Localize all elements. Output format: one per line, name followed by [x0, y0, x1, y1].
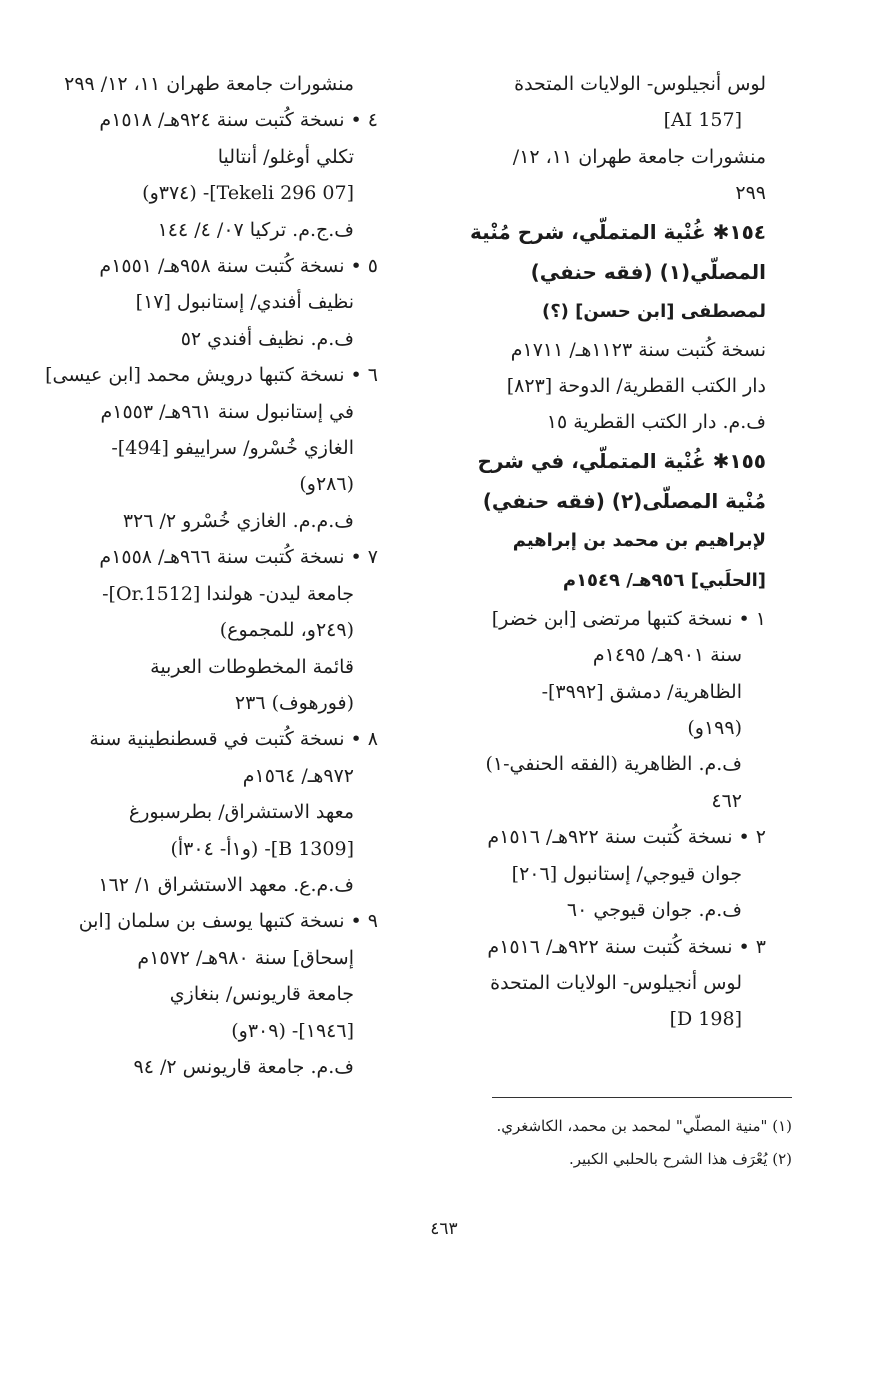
- left-column-line: الغازي خُسْرو/ سراييفو [494]-: [111, 437, 354, 460]
- page-number: ٤٦٣: [430, 1219, 458, 1239]
- left-column-line: ف.م. جامعة قاريونس ٢/ ٩٤: [133, 1055, 354, 1078]
- left-column-line: (٢٨٦و): [299, 473, 354, 496]
- left-column-line: تكلي أوغلو/ أنتاليا: [217, 145, 354, 168]
- right-column-line: ١٥٥✱ غُنْية المتملّي، في شرح: [477, 448, 766, 473]
- right-column-line: مُنْية المصلّى(٢) (فقه حنفي): [482, 488, 766, 513]
- left-column-line: [07 Tekeli 296]- (٣٧٤و): [142, 182, 354, 205]
- left-column-line: ٥ • نسخة كُتبت سنة ٩٥٨هـ/ ١٥٥١م: [99, 255, 378, 278]
- left-column-line: منشورات جامعة طهران ١١، ١٢/ ٢٩٩: [64, 73, 354, 95]
- right-column-line: لوس أنجيلوس- الولايات المتحدة: [490, 971, 742, 994]
- left-column-line: (٢٤٩و، للمجموع): [219, 619, 354, 642]
- left-column-line: نظيف أفندي/ إستانبول [١٧]: [135, 291, 354, 314]
- left-column-line: ف.م.م. الغازي خُسْرو ٢/ ٣٢٦: [122, 509, 354, 532]
- right-column: [466, 66, 766, 1038]
- footnote-2: (٢) يُعْرَف هذا الشرح بالحلبي الكبير.: [569, 1150, 792, 1168]
- left-column-line: في إستانبول سنة ٩٦١هـ/ ١٥٥٣م: [100, 400, 354, 423]
- right-column-line: لوس أنجيلوس- الولايات المتحدة: [514, 73, 766, 95]
- right-column-line: ف.م. الظاهرية (الفقه الحنفي-١): [485, 753, 742, 776]
- left-column-line: ف.م. نظيف أفندي ٥٢: [180, 327, 354, 350]
- right-column-line: لإبراهيم بن محمد بن إبراهيم: [512, 529, 766, 551]
- right-column-line: ف.م. دار الكتب القطرية ١٥: [546, 411, 766, 434]
- right-column-line: ٤٦٢: [711, 789, 742, 812]
- right-column-line: جوان قيوجي/ إستانبول [٢٠٦]: [511, 862, 742, 885]
- left-column-line: ٧ • نسخة كُتبت سنة ٩٦٦هـ/ ١٥٥٨م: [99, 546, 378, 569]
- left-column-line: إسحاق] سنة ٩٨٠هـ/ ١٥٧٢م: [137, 946, 354, 969]
- right-column-line: ٢٩٩: [735, 182, 766, 205]
- left-column-line: [١٩٤٦]- (٣٠٩و): [231, 1019, 354, 1042]
- right-column-line: [D 198]: [669, 1008, 742, 1031]
- left-column-line: ٤ • نسخة كُتبت سنة ٩٢٤هـ/ ١٥١٨م: [99, 109, 378, 132]
- right-column-line: لمصطفى [ابن حسن] (؟): [541, 300, 766, 322]
- left-column-line: ف.ج.م. تركيا ٠٧/ ٤/ ١٤٤: [157, 218, 354, 241]
- right-column-line: دار الكتب القطرية/ الدوحة [٨٢٣]: [506, 375, 766, 398]
- right-column-line: سنة ٩٠١هـ/ ١٤٩٥م: [592, 644, 742, 667]
- right-column-line: الظاهرية/ دمشق [٣٩٩٢]-: [541, 680, 742, 703]
- right-column-line: ف.م. جوان قيوجي ٦٠: [566, 899, 742, 922]
- left-column-line: قائمة المخطوطات العربية: [150, 655, 354, 678]
- left-column-line: ٩٧٢هـ/ ١٥٦٤م: [242, 764, 354, 787]
- left-column-line: [B 1309]- (و١أ- ٣٠٤أ): [170, 837, 354, 860]
- right-column-line: ١٥٤✱ غُنْية المتملّي، شرح مُنْية: [469, 219, 766, 244]
- left-column-line: ٨ • نسخة كُتبت في قسطنطينية سنة: [89, 728, 378, 751]
- right-column-line: ٣ • نسخة كُتبت سنة ٩٢٢هـ/ ١٥١٦م: [487, 935, 766, 958]
- right-column-line: ٢ • نسخة كُتبت سنة ٩٢٢هـ/ ١٥١٦م: [487, 826, 766, 849]
- left-column: [45, 66, 378, 1085]
- right-column-line: المصلّي(١) (فقه حنفي): [530, 259, 766, 284]
- right-column-line: نسخة كُتبت سنة ١١٢٣هـ/ ١٧١١م: [510, 338, 766, 361]
- right-column-line: [AI 157]: [663, 109, 742, 132]
- left-column-line: ٩ • نسخة كتبها يوسف بن سلمان [ابن: [78, 910, 378, 933]
- right-column-line: (١٩٩و): [687, 717, 742, 740]
- left-column-line: جامعة قاريونس/ بنغازي: [169, 983, 354, 1006]
- left-column-line: معهد الاستشراق/ بطرسبورغ: [128, 801, 354, 824]
- footnote-1: (١) "منية المصلّي" لمحمد بن محمد، الكاشغري.: [496, 1117, 792, 1135]
- left-column-line: ٦ • نسخة كتبها درويش محمد [ابن عيسى]: [45, 364, 378, 387]
- left-column-line: جامعة ليدن- هولندا [Or.1512]-: [102, 582, 354, 605]
- right-column-line: ١ • نسخة كتبها مرتضى [ابن خضر]: [491, 607, 766, 630]
- footnote-rule: [492, 1097, 792, 1098]
- left-column-line: (فورهوف) ٢٣٦: [234, 691, 354, 714]
- right-column-line: منشورات جامعة طهران ١١، ١٢/: [512, 145, 766, 168]
- left-column-line: ف.م.ع. معهد الاستشراق ١/ ١٦٢: [98, 873, 354, 896]
- right-column-line: [الحلَبي] ٩٥٦هـ/ ١٥٤٩م: [562, 569, 766, 591]
